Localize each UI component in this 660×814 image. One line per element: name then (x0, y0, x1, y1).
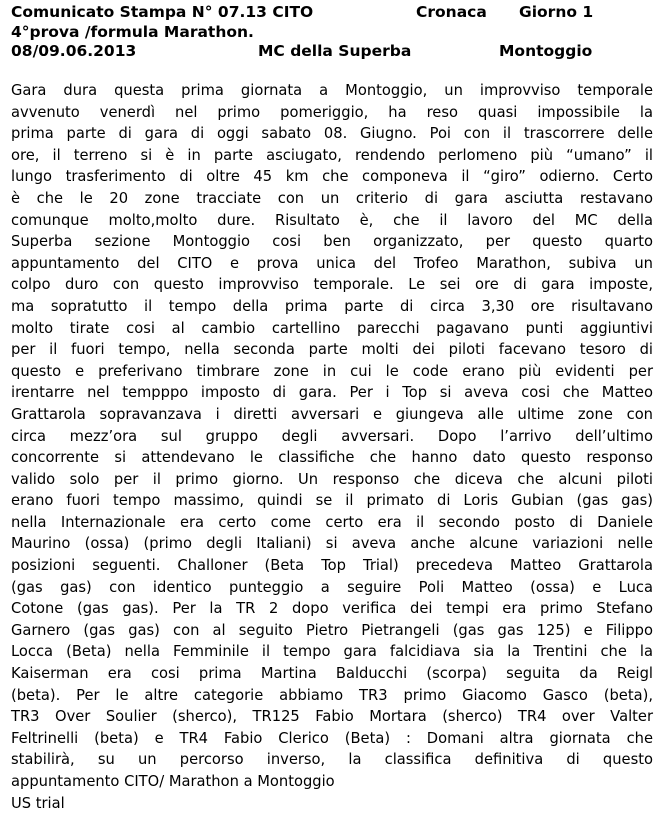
article-body (11, 80, 653, 814)
body-line: prima parte di gara di oggi sabato 08. Giugno. Poi con il trascorrere delle (11, 125, 653, 143)
body-line: Kaiserman era cosi prima Martina Balducchi (scorpa) seguita da Reigl (11, 665, 653, 683)
body-line: Maurino (ossa) (primo degli Italiani) si aveva anche alcune variazioni nelle (11, 535, 653, 553)
body-line: per il fuori tempo, nella seconda parte molti dei piloti facevano tesoro di (11, 341, 653, 359)
body-line: appuntamento CITO/ Marathon a Montoggio (11, 773, 335, 790)
header-row-3 (11, 42, 651, 62)
header-row-1 (11, 3, 651, 23)
body-line: Superba sezione Montoggio cosi ben organizzato, per questo quarto (11, 233, 653, 251)
press-release-number: Comunicato Stampa N° 07.13 CITO (11, 3, 314, 21)
body-line: Cotone (gas gas). Per la TR 2 dopo verifica dei tempi era primo Stefano (11, 600, 653, 618)
body-line: erano fuori tempo massimo, quindi se il primato di Loris Gubian (gas gas) (11, 492, 653, 510)
press-release-header (11, 3, 651, 62)
body-line: Garnero (gas gas) con al seguito Pietro Pietrangeli (gas gas 125) e Filippo (11, 621, 653, 639)
body-line: nella Internazionale era certo come certo era il secondo posto di Daniele (11, 513, 653, 531)
body-line: Feltrinelli (beta) e TR4 Fabio Clerico (Beta) : Domani altra giornata che (11, 729, 653, 747)
section-label: Cronaca (416, 3, 487, 21)
body-line: è che le 20 zone tracciate con un criterio di gara asciutta restavano (11, 189, 653, 207)
day-label: Giorno 1 (519, 3, 594, 21)
body-line: appuntamento del CITO e prova unica del Trofeo Marathon, subiva un (11, 254, 653, 272)
body-line: (gas gas) con identico punteggio a seguire Poli Matteo (ossa) e Luca (11, 578, 653, 596)
body-line: (beta). Per le altre categorie abbiamo TR3 primo Giacomo Gasco (beta), (11, 686, 653, 704)
body-line: Gara dura questa prima giornata a Montoggio, un improvviso temporale (11, 82, 653, 99)
body-line: Locca (Beta) nella Femminile il tempo gara falcidiava sia la Trentini che la (11, 643, 653, 661)
body-line: stabilirà, su un percorso inverso, la classifica definitiva di questo (11, 751, 653, 769)
event-location: Montoggio (499, 42, 593, 60)
organizer: MC della Superba (258, 42, 412, 60)
body-line: valido solo per il primo giorno. Un responso che diceva che alcuni piloti (11, 470, 653, 488)
body-line: colpo duro con questo improvviso temporale. Le sei ore di gara imposte, (11, 276, 653, 294)
body-line: circa mezz’ora sul gruppo degli avversari. Dopo l’arrivo dell’ultimo (11, 427, 653, 445)
body-line: TR3 Over Soulier (sherco), TR125 Fabio Mortara (sherco) TR4 over Valter (11, 708, 653, 726)
body-line: Grattarola sopravanzava i diretti avversari e giungeva alle ultime zone con (11, 405, 653, 423)
event-round: 4°prova /formula Marathon. (11, 22, 254, 41)
body-line: molto tirate cosi al cambio cartellino parecchi pagavano punti aggiuntivi (11, 319, 653, 337)
body-line: concorrente si attendevano le classifiche che hanno dato questo responso (11, 449, 653, 467)
body-line: irentarre nel tempppo imposto di gara. Per i Top si aveva cosi che Matteo (11, 384, 653, 402)
body-line: questo e preferivano timbrare zone in cui le code erano più evidenti per (11, 362, 653, 380)
signature: US trial (11, 794, 65, 812)
header-row-2 (11, 23, 651, 43)
body-line: ma sopratutto il tempo della prima parte di circa 3,30 ore risultavano (11, 297, 653, 315)
body-line: comunque molto,molto dure. Risultato è, che il lavoro del MC della (11, 211, 653, 229)
body-line: lungo trasferimento di oltre 45 km che componeva il “giro” odierno. Certo (11, 168, 653, 186)
body-line: posizioni seguenti. Challoner (Beta Top Trial) precedeva Matteo Grattarola (11, 557, 653, 575)
body-line: ore, il terreno si è in parte asciugato, rendendo perlomeno più “umano” il (11, 146, 653, 164)
event-dates: 08/09.06.2013 (11, 42, 137, 60)
body-line: avvenuto venerdì nel primo pomeriggio, ha reso quasi impossibile la (11, 103, 653, 121)
